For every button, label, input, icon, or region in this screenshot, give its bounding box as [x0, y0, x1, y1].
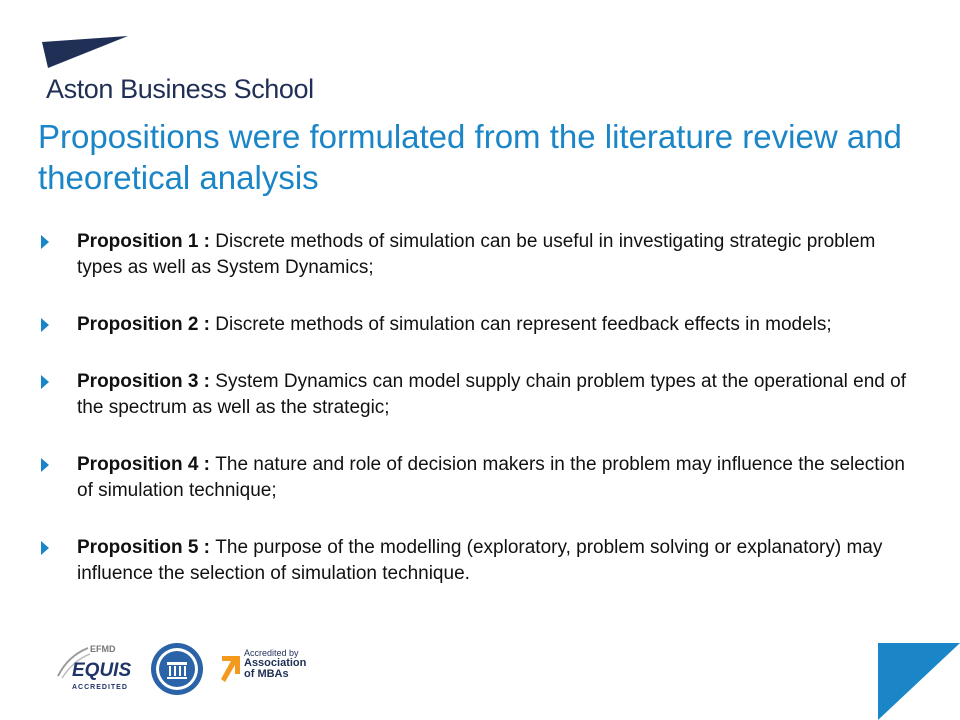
slide-title: Propositions were formulated from the literature review and theoretical analysis	[38, 118, 902, 196]
proposition-2	[40, 312, 916, 338]
proposition-label: Proposition 3 :	[77, 371, 216, 392]
bullet-arrow-icon	[41, 458, 49, 472]
proposition-text: The purpose of the modelling (exploratory, problem solving or explanatory) may influence the selection of simulation technique.	[77, 537, 883, 584]
logo-text: Aston Business School	[46, 74, 314, 104]
proposition-text: Discrete methods of simulation can be useful in investigating strategic problem types as well as System Dynamics;	[77, 231, 876, 278]
proposition-text: Discrete methods of simulation can represent feedback effects in models;	[215, 314, 832, 335]
amba-logo-icon	[220, 648, 307, 692]
equis-org: EFMD	[90, 644, 116, 654]
equis-status: ACCREDITED	[72, 684, 128, 691]
equis-logo-icon	[52, 644, 138, 696]
proposition-1	[40, 229, 916, 281]
proposition-label: Proposition 1 :	[77, 231, 216, 252]
proposition-5	[40, 535, 916, 587]
amba-arrow-icon	[220, 652, 242, 686]
bullet-arrow-icon	[41, 541, 49, 555]
proposition-text: System Dynamics can model supply chain problem types at the operational end of the spectrum as well as the strategic;	[77, 371, 906, 418]
equis-name: EQUIS	[72, 660, 132, 681]
amba-line3: of MBAs	[244, 668, 289, 680]
bullet-arrow-icon	[41, 318, 49, 332]
proposition-label: Proposition 4 :	[77, 454, 216, 475]
university-seal-icon	[150, 642, 204, 696]
proposition-4	[40, 452, 916, 504]
proposition-3	[40, 369, 916, 421]
propositions-list	[40, 229, 916, 618]
amba-line2: Association	[244, 657, 307, 669]
bullet-arrow-icon	[41, 235, 49, 249]
proposition-label: Proposition 2 :	[77, 314, 216, 335]
bullet-arrow-icon	[41, 375, 49, 389]
proposition-label: Proposition 5 :	[77, 537, 216, 558]
amba-line1: Accredited by	[244, 648, 299, 658]
amba-text	[244, 648, 306, 680]
corner-triangle-icon	[878, 643, 960, 720]
proposition-text: The nature and role of decision makers in the problem may influence the selection of simulation technique;	[77, 454, 905, 501]
accreditation-logos	[52, 640, 312, 700]
